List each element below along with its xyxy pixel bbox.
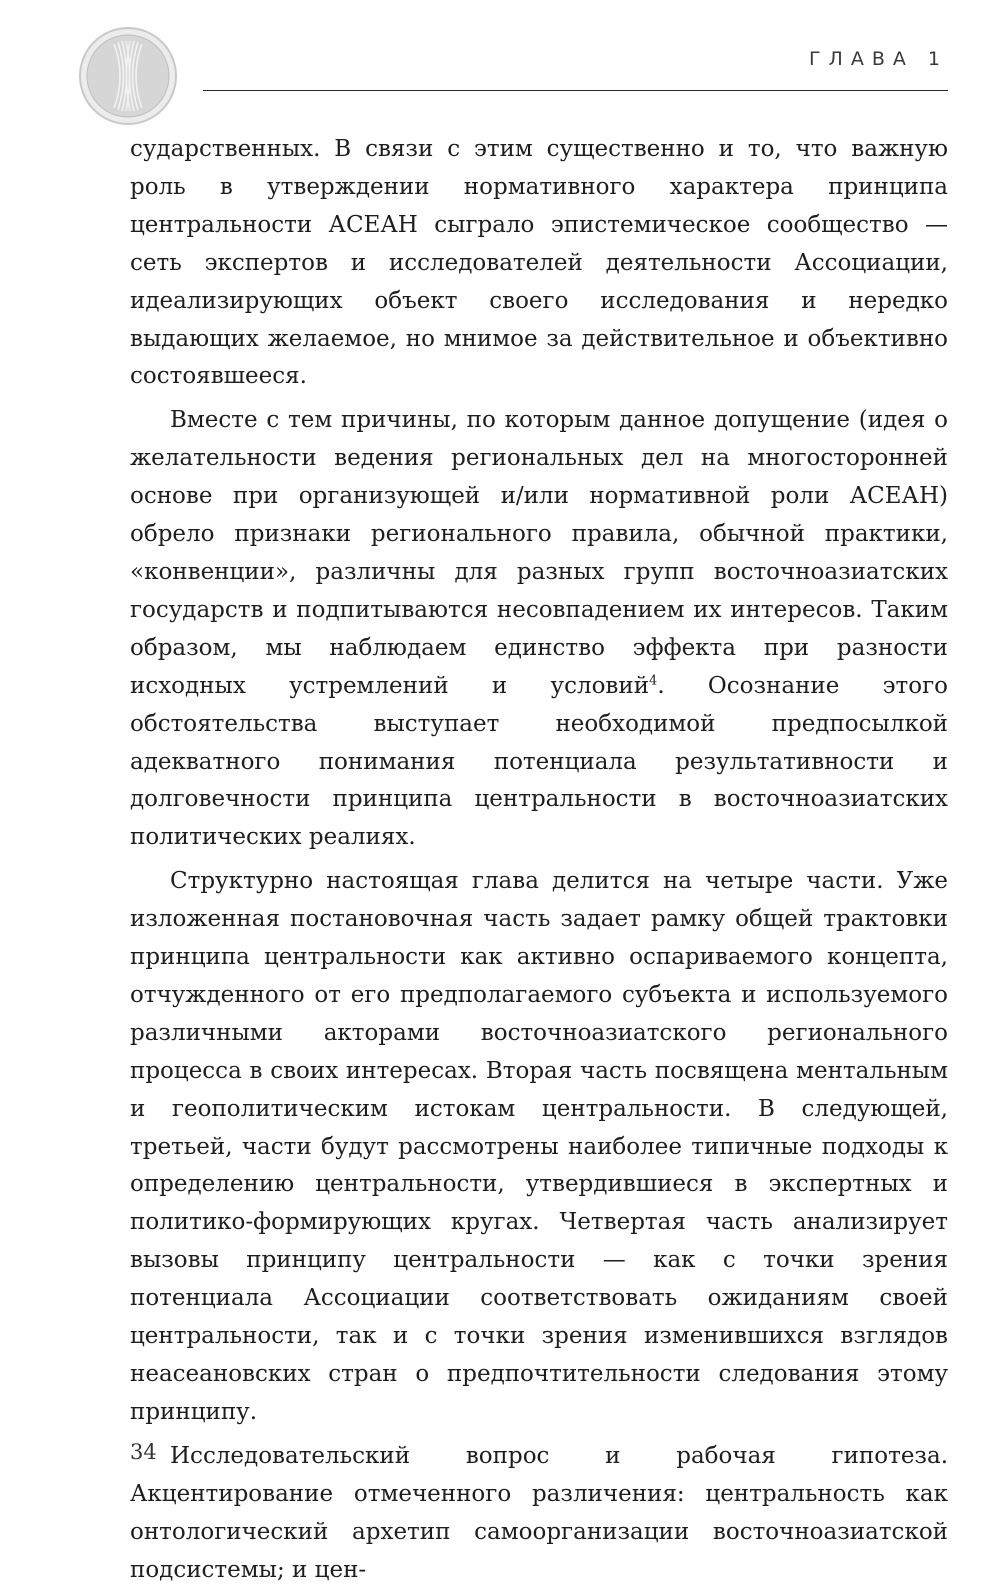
page-number: 34 <box>130 1440 157 1464</box>
paragraph-2-text-b: . Осознание этого обстоятельства выступает необходимой предпосылкой адекватного понимания потенциала результативности и долговечности принципа центральности в восточноазиатских политических реалиях. <box>130 672 948 851</box>
paragraph-2 <box>130 402 948 857</box>
paragraph-1: сударственных. В связи с этим существенно и то, что важную роль в утверждении нормативного характера принципа центральности АСЕАН сыграло эпистемическое сообщество — сеть экспертов и исследователей деятельности Ассоциации, идеализирующих объект своего исследования и нередко выдающих желаемое, но мнимое за действительное и объективно состоявшееся. <box>130 136 948 390</box>
header-rule <box>203 90 948 91</box>
paragraph-4: Исследовательский вопрос и рабочая гипотеза. Акцентирование отмеченного различения: центральность как онтологический архетип самоорганизации восточноазиатской подсистемы; и цен- <box>130 1442 948 1583</box>
running-head: ГЛАВА 1 <box>808 48 948 70</box>
paragraph-2-text-a: Вместе с тем причины, по которым данное допущение (идея о желательности ведения региональных дел на многосторонней основе при организующей и/или нормативной роли АСЕАН) обрело признаки регионального правила, обычной практики, «конвенции», различны для разных групп восточноазиатских государств и подпитываются несовпадением их интересов. Таким образом, мы наблюдаем единство эффекта при разности исходных устремлений и условий <box>130 407 948 699</box>
paragraph-3: Структурно настоящая глава делится на четыре части. Уже изложенная постановочная часть задает рамку общей трактовки принципа центральности как активно оспариваемого концепта, отчужденного от его предполагаемого субъекта и используемого различными акторами восточноазиатского регионального процесса в своих интересах. Вторая часть посвящена ментальным и геополитическим истокам центральности. В следующей, третьей, части будут рассмотрены наиболее типичные подходы к определению центральности, утвердившиеся в экспертных и политико-формирующих кругах. Четвертая часть анализирует вызовы принципу центральности — как с точки зрения потенциала Ассоциации соответствовать ожиданиям своей центральности, так и с точки зрения изменившихся взглядов неасеановских стран о предпочтительности следования этому принципу. <box>130 868 948 1425</box>
asean-emblem-icon <box>76 24 180 128</box>
footnote-ref: 4 <box>649 673 658 689</box>
page-body <box>130 131 948 1595</box>
